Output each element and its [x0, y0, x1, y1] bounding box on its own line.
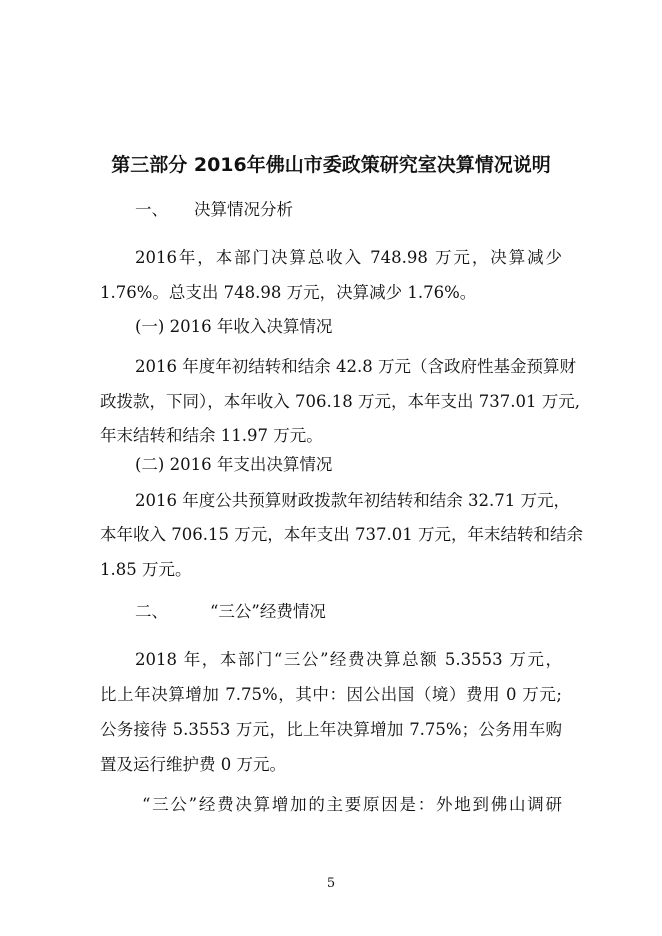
- paragraph-line: 2018 年，本部门“三公”经费决算总额 5.3553 万元，: [135, 650, 562, 669]
- paragraph-line: 公务接待 5.3553 万元，比上年决算增加 7.75%；公务用车购: [100, 720, 562, 739]
- page-title: 第三部分 2016年佛山市委政策研究室决算情况说明: [111, 154, 551, 176]
- paragraph-line: 2016 年度年初结转和结余 42.8 万元（含政府性基金预算财: [135, 357, 576, 376]
- paragraph-line: 置及运行维护费 0 万元。: [100, 755, 286, 774]
- paragraph-line: 本年收入 706.15 万元，本年支出 737.01 万元，年末结转和结余: [100, 525, 583, 544]
- paragraph-line: “三公”经费决算增加的主要原因是：外地到佛山调研: [142, 795, 562, 814]
- section-heading: 决算情况分析: [194, 200, 293, 219]
- paragraph-line: 比上年决算增加 7.75%，其中：因公出国（境）费用 0 万元;: [100, 685, 562, 704]
- paragraph-line: 2016 年度公共预算财政拨款年初结转和结余 32.71 万元，: [135, 491, 570, 510]
- paragraph-line: 政拨款，下同），本年收入 706.18 万元，本年支出 737.01 万元,: [100, 392, 580, 411]
- section-heading: “三公”经费情况: [210, 602, 326, 621]
- paragraph-line: 年末结转和结余 11.97 万元。: [100, 426, 323, 445]
- paragraph-line: 1.85 万元。: [100, 560, 192, 579]
- subsection-heading: (二) 2016 年支出决算情况: [135, 455, 333, 474]
- section-number: 一、: [135, 200, 168, 219]
- page-number: 5: [326, 876, 336, 891]
- section-number: 二、: [135, 602, 168, 621]
- subsection-heading: (一) 2016 年收入决算情况: [135, 317, 333, 336]
- paragraph-line: 2016年，本部门决算总收入 748.98 万元，决算减少: [135, 248, 562, 267]
- paragraph-line: 1.76%。总支出 748.98 万元，决算减少 1.76%。: [100, 283, 477, 302]
